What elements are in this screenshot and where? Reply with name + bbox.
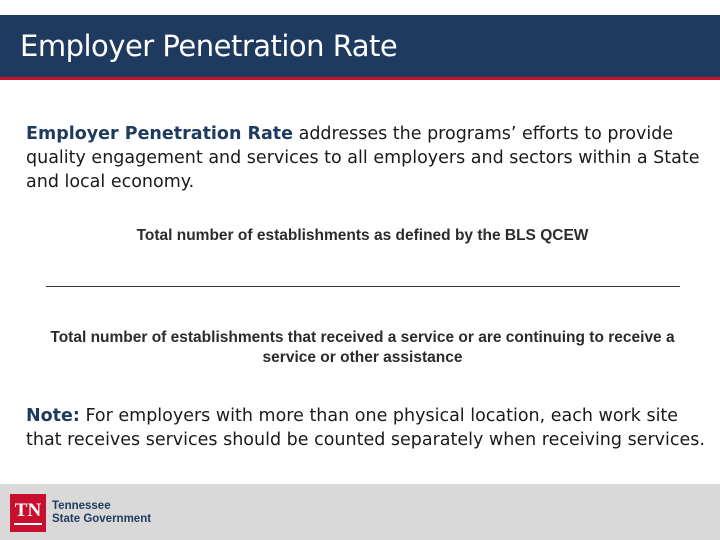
intro-paragraph <box>26 122 706 194</box>
tn-logo-mark: TN <box>10 494 46 532</box>
logo-line-1: Tennessee <box>52 500 111 512</box>
note-text: For employers with more than one physical location, each work site that receives services should be counted separately when receiving services. <box>26 406 705 450</box>
logo-line-2: State Government <box>52 513 152 525</box>
intro-text: addresses the programs’ efforts to provide quality engagement and services to all employers and sectors within a State and local economy. <box>26 124 700 192</box>
note-paragraph <box>26 404 706 452</box>
tn-logo <box>10 492 151 534</box>
fraction-line <box>46 286 680 287</box>
title-bar <box>0 15 720 77</box>
title-accent-line <box>0 77 720 80</box>
formula-denominator: Total number of establishments that received a service or are continuing to receive a service or other assistance <box>50 329 675 366</box>
note-label: Note: <box>26 406 80 426</box>
tn-logo-text <box>52 500 151 526</box>
formula-numerator: Total number of establishments as defined by the BLS QCEW <box>136 227 589 244</box>
intro-term: Employer Penetration Rate <box>26 124 294 144</box>
page-title: Employer Penetration Rate <box>20 29 398 63</box>
